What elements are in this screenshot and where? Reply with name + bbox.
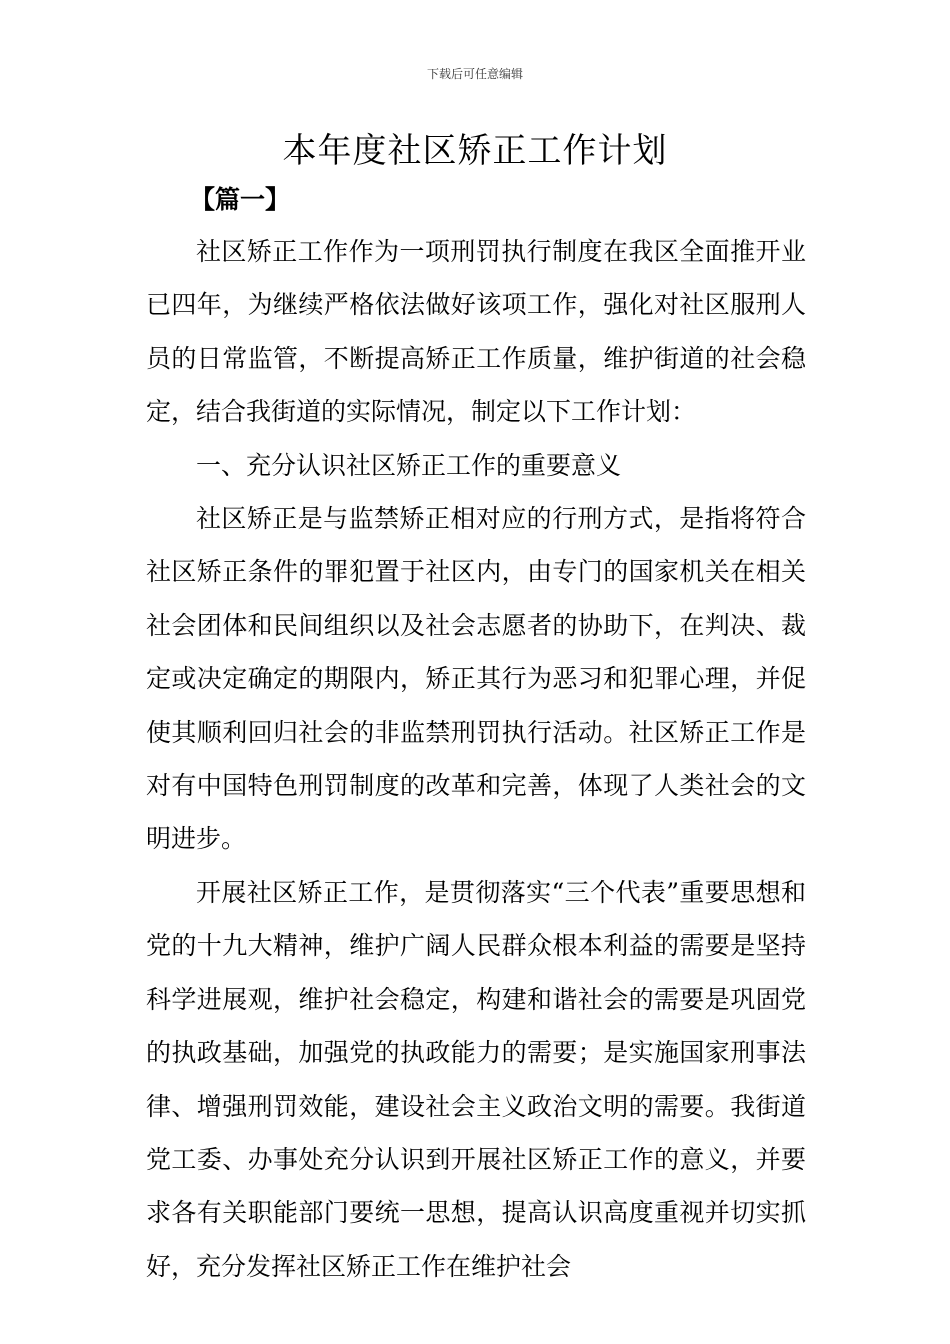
page-header-note: 下载后可任意编辑: [426, 67, 523, 81]
paragraph-definition: 社区矫正是与监禁矫正相对应的行刑方式，是指将符合社区矫正条件的罪犯置于社区内，由专门的国家机关在相关社会团体和民间组织以及社会志愿者的协助下，在判决、裁定或决定确定的期限内，矫正其行为恶习和犯罪心理，并促使其顺利回归社会的非监禁刑罚执行活动。社区矫正工作是对有中国特色刑罚制度的改革和完善，体现了人类社会的文明进步。: [146, 504, 806, 854]
document-title: 本年度社区矫正工作计划: [282, 131, 668, 171]
paragraph-heading-1: 一、充分认识社区矫正工作的重要意义: [196, 450, 622, 480]
paragraph-intro: 社区矫正工作作为一项刑罚执行制度在我区全面推开业已四年，为继续严格依法做好该项工作，强化对社区服刑人员的日常监管，不断提高矫正工作质量，维护街道的社会稳定，结合我街道的实际情况，制定以下工作计划：: [146, 237, 806, 427]
document-body: [146, 225, 806, 1293]
section-label: 【篇一】: [190, 185, 291, 214]
paragraph-significance: 开展社区矫正工作，是贯彻落实“三个代表”重要思想和党的十九大精神，维护广阔人民群众根本利益的需要是坚持科学进展观，维护社会稳定，构建和谐社会的需要是巩固党的执政基础，加强党的执政能力的需要；是实施国家刑事法律、增强刑罚效能，建设社会主义政治文明的需要。我街道党工委、办事处充分认识到开展社区矫正工作的意义，并要求各有关职能部门要统一思想，提高认识高度重视并切实抓好，充分发挥社区矫正工作在维护社会: [146, 877, 806, 1281]
